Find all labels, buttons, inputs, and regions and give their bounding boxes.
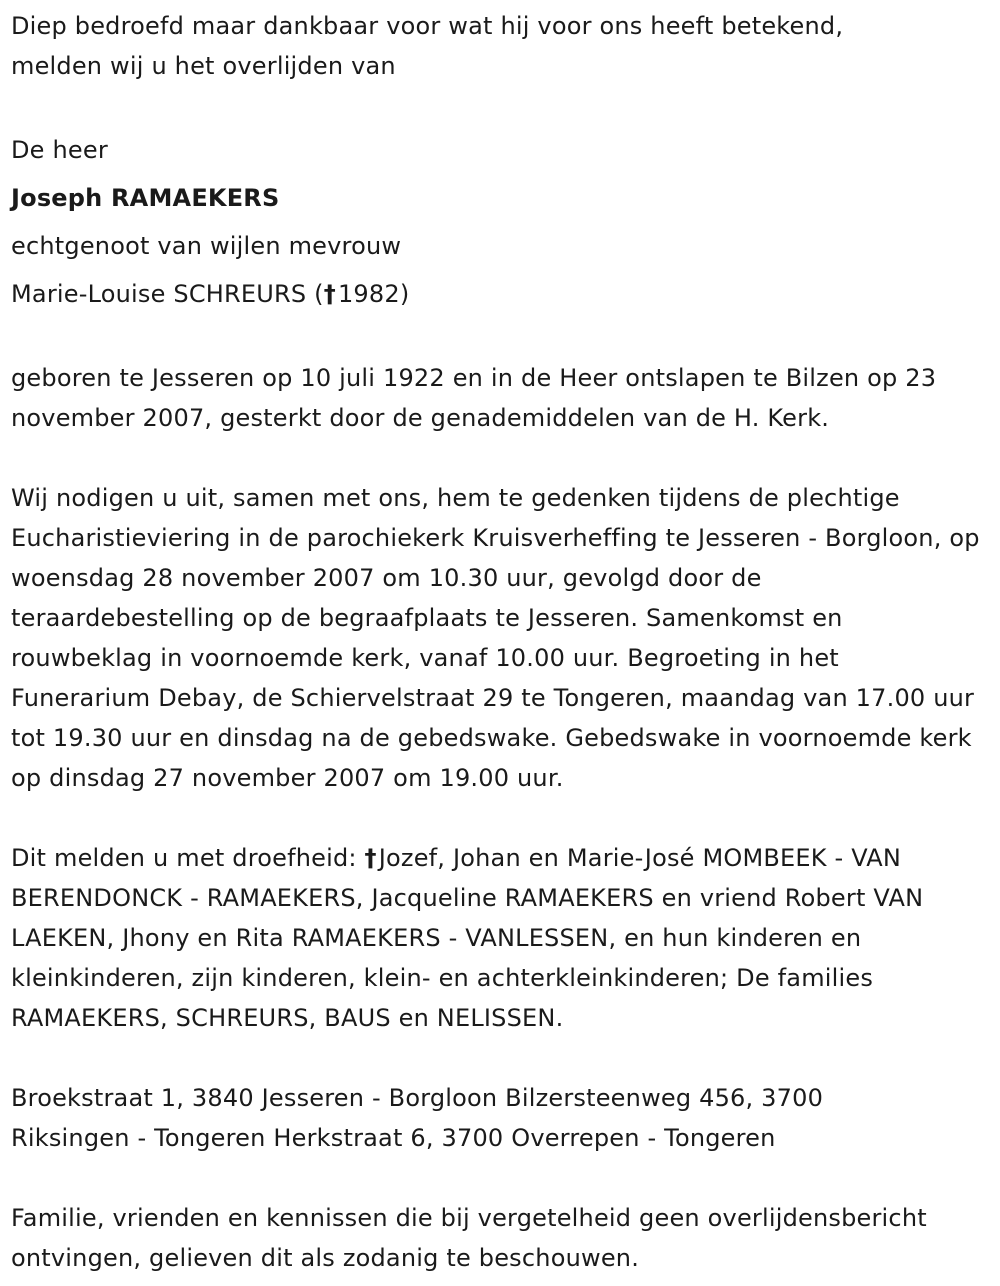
spouse-name: Marie-Louise SCHREURS ( [11,280,324,308]
ceremony-text: Wij nodigen u uit, samen met ons, hem te gedenken tijdens de plechtige Eucharistieviering in de parochiekerk Kruisverheffing te Jesseren - Borgloon, op woensdag 28 november 2007 om 10.30 uur, gevolgd door de teraardebestelling op de begraafplaats te Jesseren. Samenkomst en rouwbeklag in voornoemde kerk, vanaf 10.00 uur. Begroeting in het Funerarium Debay, de Schiervelstraat 29 te Tongeren, maandag van 17.00 uur tot 19.30 uur en dinsdag na de gebedswake. Gebedswake in voornoemde kerk op dinsdag 27 november 2007 om 19.00 uur. [11,484,980,792]
spacer [11,438,991,478]
spouse-name-line [11,270,991,318]
salutation: De heer [11,136,108,164]
spouse-death-year: 1982) [337,280,410,308]
cross-icon: † [323,280,336,308]
spacer [11,798,991,838]
family-members: Jozef, Johan en Marie-José MOMBEEK - VAN BERENDONCK - RAMAEKERS, Jacqueline RAMAEKERS en vriend Robert VAN LAEKEN, Jhony en Rita RAMAEKERS - VANLESSEN, en hun kinderen en kleinkinderen, zijn kinderen, klein- en achterkleinkinderen; De families RAMAEKERS, SCHREURS, BAUS en NELISSEN. [11,844,924,1032]
family-prefix: Dit melden u met droefheid: [11,844,365,872]
closing-text: Familie, vrienden en kennissen die bij vergetelheid geen overlijdensbericht ontvingen, gelieven dit als zodanig te beschouwen. [11,1204,927,1272]
spacer [11,318,991,358]
addresses-text: Broekstraat 1, 3840 Jesseren - Borgloon Bilzersteenweg 456, 3700 Riksingen - Tongeren Herkstraat 6, 3700 Overrepen - Tongeren [11,1084,824,1152]
spacer [11,1158,991,1198]
family-text-block [11,838,996,1038]
spouse-line: echtgenoot van wijlen mevrouw [11,232,402,260]
spacer [11,86,991,126]
cross-icon: † [364,844,377,872]
intro-text: Diep bedroefd maar dankbaar voor wat hij voor ons heeft betekend, melden wij u het overlijden van [11,12,844,80]
obituary-notice [11,6,991,1278]
spacer [11,1038,991,1078]
birth-death-text: geboren te Jesseren op 10 juli 1922 en in de Heer ontslapen te Bilzen op 23 november 2007, gesterkt door de genademiddelen van de H. Kerk. [11,364,937,432]
deceased-name: Joseph RAMAEKERS [11,184,280,212]
